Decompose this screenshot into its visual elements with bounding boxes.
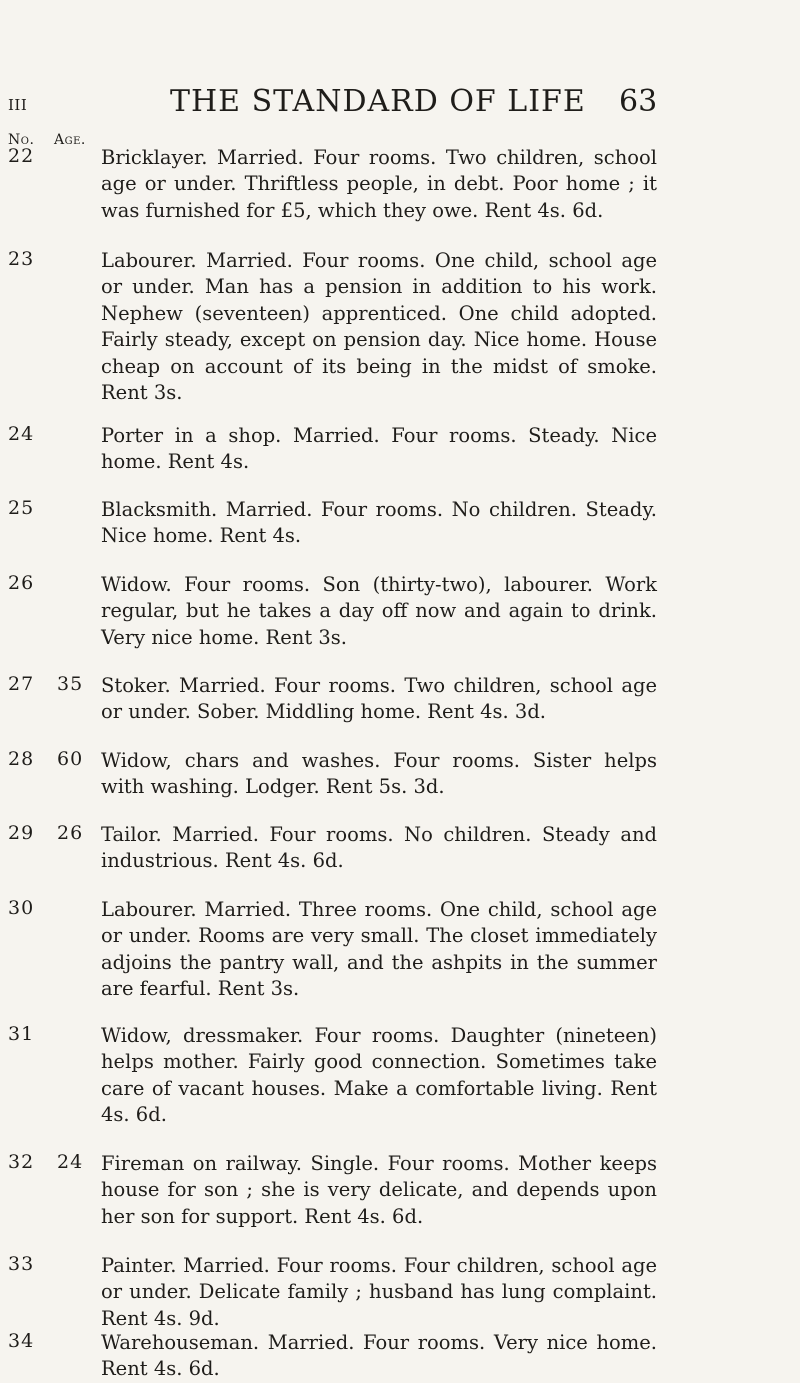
page-number: 63: [619, 84, 658, 119]
entry-text: Fireman on railway. Single. Four rooms. Mother keeps house for son ; she is very delicate, and depends upon her son for support. Rent 4s. 6d.: [101, 1152, 657, 1228]
entry-text: Blacksmith. Married. Four rooms. No children. Steady. Nice home. Rent 4s.: [101, 498, 657, 548]
entry-age: 26: [57, 822, 84, 844]
entry-number: 28: [8, 748, 35, 770]
entry-text: Porter in a shop. Married. Four rooms. Steady. Nice home. Rent 4s.: [101, 424, 657, 474]
entry-age: 24: [57, 1151, 84, 1173]
entry-text: Labourer. Married. Four rooms. One child, school age or under. Man has a pension in addition to his work. Nephew (seventeen) apprenticed. One child adopted. Fairly steady, except on pension day. Nice home. House cheap on account of its being in the midst of smoke. Rent 3s.: [101, 249, 657, 405]
entry-number: 33: [8, 1253, 35, 1275]
entry-number: 34: [8, 1330, 35, 1352]
entry-number: 23: [8, 248, 35, 270]
entry-number: 31: [8, 1023, 35, 1045]
entry-number: 30: [8, 897, 35, 919]
column-header-no: No.: [8, 132, 35, 148]
entry-number: 26: [8, 572, 35, 594]
entry-text: Warehouseman. Married. Four rooms. Very nice home. Rent 4s. 6d.: [101, 1331, 657, 1381]
column-header-age: Age.: [54, 132, 86, 148]
entry-text: Widow. Four rooms. Son (thirty-two), labourer. Work regular, but he takes a day off now and again to drink. Very nice home. Rent 3s.: [101, 573, 657, 649]
entry-age: 35: [57, 673, 84, 695]
entry-number: 24: [8, 423, 35, 445]
entry-text: Widow, chars and washes. Four rooms. Sister helps with washing. Lodger. Rent 5s. 3d.: [101, 749, 657, 799]
entry-text: Labourer. Married. Three rooms. One child, school age or under. Rooms are very small. The closet immediately adjoins the pantry wall, and the ashpits in the summer are fearful. Rent 3s.: [101, 898, 657, 1001]
entry-age: 60: [57, 748, 84, 770]
running-title: THE STANDARD OF LIFE: [170, 84, 586, 119]
entry-text: Bricklayer. Married. Four rooms. Two children, school age or under. Thriftless people, in debt. Poor home ; it was furnished for £5, which they owe. Rent 4s. 6d.: [101, 146, 657, 222]
entry-number: 27: [8, 673, 35, 695]
entry-number: 22: [8, 145, 35, 167]
entry-text: Tailor. Married. Four rooms. No children. Steady and industrious. Rent 4s. 6d.: [101, 823, 657, 873]
chapter-number: III: [8, 96, 28, 114]
entry-text: Painter. Married. Four rooms. Four children, school age or under. Delicate family ; husband has lung complaint. Rent 4s. 9d.: [101, 1254, 657, 1330]
entry-number: 29: [8, 822, 35, 844]
entry-text: Stoker. Married. Four rooms. Two children, school age or under. Sober. Middling home. Rent 4s. 3d.: [101, 674, 657, 724]
entry-text: Widow, dressmaker. Four rooms. Daughter (nineteen) helps mother. Fairly good connection. Sometimes take care of vacant houses. Make a comfortable living. Rent 4s. 6d.: [101, 1024, 657, 1127]
entry-number: 32: [8, 1151, 35, 1173]
entry-number: 25: [8, 497, 35, 519]
